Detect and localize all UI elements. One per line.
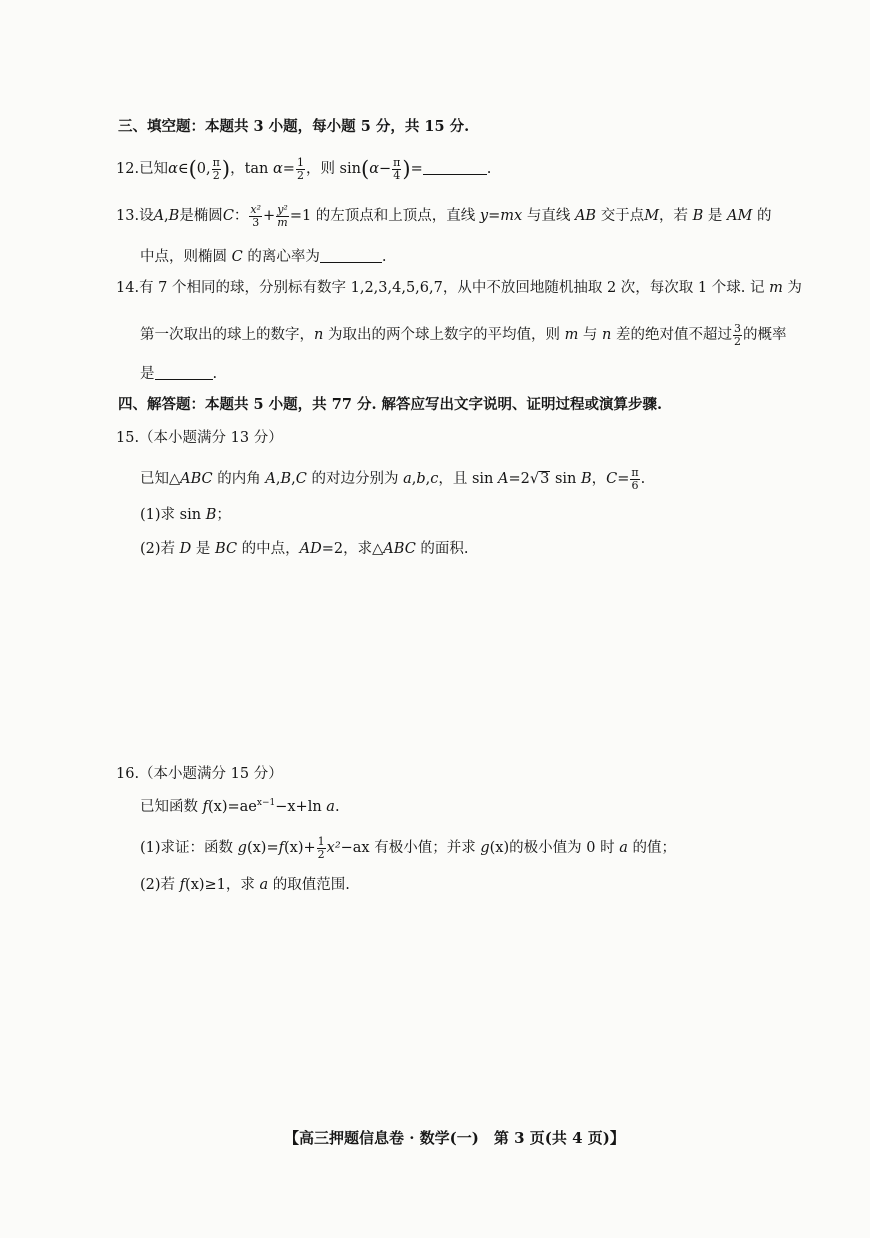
q15-B: B bbox=[280, 471, 292, 488]
q12-half-num: 1 bbox=[296, 156, 304, 169]
q15-b: b bbox=[416, 471, 426, 488]
question-15-part-1 bbox=[140, 508, 231, 523]
q13-eq: = bbox=[488, 208, 501, 225]
q13-B-2: B bbox=[692, 208, 704, 225]
q14-answer-blank[interactable] bbox=[155, 379, 213, 380]
q13-text: =1 的左顶点和上顶点，直线 bbox=[289, 208, 476, 225]
q14-m: m bbox=[769, 280, 783, 296]
q13-colon: ： bbox=[233, 208, 249, 225]
q15-B-2: B bbox=[580, 471, 592, 488]
q15-text: ，且 sin bbox=[438, 471, 494, 488]
q13-number: 13. bbox=[116, 208, 140, 225]
q15-p1-tail: ； bbox=[216, 507, 231, 523]
q12-one-half bbox=[296, 157, 305, 181]
q13-answer-blank[interactable] bbox=[320, 262, 382, 263]
q16-one: 1 bbox=[317, 835, 325, 848]
q15-ABC-2: ABC bbox=[383, 541, 416, 557]
q15-p2-text: 的面积. bbox=[420, 541, 469, 557]
q12-pi-over-2 bbox=[212, 157, 221, 181]
q14-tail: . bbox=[212, 366, 218, 382]
q16-x2: x² bbox=[326, 840, 341, 857]
q13-frac-y2-m bbox=[276, 204, 289, 228]
q16-g: g bbox=[237, 840, 247, 857]
q15-text: 已知△ bbox=[140, 471, 181, 488]
question-13-line-2 bbox=[140, 250, 386, 265]
q15-c: c bbox=[430, 471, 439, 488]
q16-p2-text: (2)若 bbox=[140, 877, 176, 893]
q13-frac-x2-3 bbox=[249, 204, 262, 228]
q12-frac-den: 2 bbox=[212, 168, 220, 182]
q12-eq: = bbox=[282, 161, 295, 178]
q12-minus: − bbox=[378, 161, 392, 178]
q16-text: 已知函数 bbox=[140, 799, 198, 815]
q14-text: 与 bbox=[582, 327, 598, 344]
q15-pi: π bbox=[631, 466, 639, 479]
q12-alpha-3: α bbox=[369, 161, 379, 178]
q15-text: 的内角 bbox=[217, 471, 261, 488]
q16-p1-text: (1)求证：函数 bbox=[140, 840, 234, 857]
q13-y2: y² bbox=[277, 203, 288, 216]
q16-p2-text: 的取值范围. bbox=[272, 877, 350, 893]
q16-p1-text: (x)+ bbox=[283, 840, 316, 857]
q14-m-2: m bbox=[564, 327, 579, 344]
question-14-line-2 bbox=[140, 323, 786, 347]
q13-A: A bbox=[153, 208, 165, 225]
q13-B: B bbox=[168, 208, 180, 225]
q15-root: 3 bbox=[540, 471, 550, 488]
q14-frac-3-2 bbox=[733, 323, 742, 347]
q15-a: a bbox=[403, 471, 412, 488]
q15-six: 6 bbox=[631, 478, 639, 492]
q15-C-2: C bbox=[606, 471, 618, 488]
q13-text: 交于点 bbox=[600, 208, 645, 225]
section-3-heading: 三、填空题：本题共 3 小题，每小题 5 分，共 15 分. bbox=[118, 118, 470, 135]
q13-y: y bbox=[479, 208, 489, 225]
right-paren-icon: ) bbox=[221, 157, 231, 182]
q16-g-2: g bbox=[480, 840, 490, 857]
question-14-line-1 bbox=[116, 281, 802, 296]
q16-one-half bbox=[317, 836, 326, 860]
q14-text: 第一次取出的球上的数字， bbox=[140, 327, 314, 344]
q13-text: 是 bbox=[707, 208, 723, 225]
q12-eq-2: = bbox=[410, 161, 423, 178]
q15-p2-text: 是 bbox=[195, 541, 211, 557]
q16-a-2: a bbox=[619, 840, 628, 857]
question-15-line-1 bbox=[140, 467, 645, 491]
q12-tan: ，tan bbox=[230, 161, 269, 178]
q15-p2-text: =2，求△ bbox=[321, 541, 384, 557]
q15-text: 的对边分别为 bbox=[311, 471, 399, 488]
q12-in: ∈ bbox=[177, 161, 189, 178]
q12-frac2-num: π bbox=[393, 156, 401, 169]
q15-comma: ， bbox=[591, 471, 607, 488]
q14-text: 有 7 个相同的球，分别标有数字 1,2,3,4,5,6,7，从中不放回地随机抽取 2 次，每次取 1 个球. 记 bbox=[139, 280, 765, 296]
q13-C: C bbox=[222, 208, 234, 225]
q15-p1-B: B bbox=[205, 507, 217, 523]
q14-three: 3 bbox=[733, 322, 741, 335]
q15-eq: = bbox=[617, 471, 630, 488]
question-15-title: 15.（本小题满分 13 分） bbox=[116, 430, 283, 446]
q13-text: 的 bbox=[756, 208, 772, 225]
q16-e: e bbox=[248, 799, 257, 815]
q13-AM: AM bbox=[727, 208, 753, 225]
q16-a: a bbox=[326, 799, 335, 815]
q13-text: 中点，则椭圆 bbox=[140, 249, 227, 265]
q13-mx: mx bbox=[500, 208, 523, 225]
q16-exponent: x−1 bbox=[256, 798, 276, 808]
q13-text: 设 bbox=[139, 208, 154, 225]
q12-then: ，则 sin bbox=[305, 161, 361, 178]
q12-frac-num: π bbox=[212, 156, 220, 169]
q12-text: 已知 bbox=[139, 161, 169, 178]
q14-n-2: n bbox=[602, 327, 612, 344]
q12-pi-over-4 bbox=[392, 157, 401, 181]
q15-C: C bbox=[295, 471, 307, 488]
q16-p1-text: 的值； bbox=[632, 840, 676, 857]
q12-alpha: α bbox=[168, 161, 178, 178]
q15-text: =2 bbox=[508, 471, 530, 488]
q14-n: n bbox=[314, 327, 324, 344]
q14-text: 是 bbox=[140, 366, 155, 382]
q12-answer-blank[interactable] bbox=[423, 174, 487, 175]
question-12 bbox=[116, 157, 491, 181]
page-footer: 【高三押题信息卷 · 数学(一) 第 3 页(共 4 页)】 bbox=[284, 1129, 625, 1147]
q15-pi-over-6 bbox=[630, 467, 639, 491]
q13-text: ，若 bbox=[659, 208, 689, 225]
q15-comma: , bbox=[411, 471, 417, 488]
q12-half-den: 2 bbox=[296, 168, 304, 182]
q15-comma: , bbox=[275, 471, 281, 488]
q15-D: D bbox=[179, 541, 192, 557]
question-16-title: 16.（本小题满分 15 分） bbox=[116, 766, 283, 782]
q15-ABC: ABC bbox=[180, 471, 213, 488]
q15-A-2: A bbox=[498, 471, 509, 488]
section-4-heading: 四、解答题：本题共 5 小题，共 77 分. 解答应写出文字说明、证明过程或演算步骤. bbox=[118, 396, 663, 413]
q15-tail: . bbox=[640, 471, 646, 488]
q12-alpha-2: α bbox=[273, 161, 283, 178]
q14-text: 为 bbox=[787, 280, 802, 296]
question-16-part-1 bbox=[140, 836, 676, 860]
q14-text: 的概率 bbox=[742, 327, 787, 344]
q12-number: 12. bbox=[116, 161, 140, 178]
q13-C-2: C bbox=[231, 249, 243, 265]
q12-zero: 0, bbox=[196, 161, 211, 178]
q14-text: 差的绝对值不超过 bbox=[615, 327, 732, 344]
sqrt-icon: √ bbox=[529, 471, 540, 488]
q12-tail: . bbox=[486, 161, 492, 178]
q16-f: f bbox=[202, 799, 208, 815]
q15-p1-text: (1)求 sin bbox=[140, 507, 202, 523]
q15-p2-text: (2)若 bbox=[140, 541, 176, 557]
question-16-line-1 bbox=[140, 800, 340, 815]
q16-f-2: f bbox=[278, 840, 284, 857]
q14-text: 为取出的两个球上数字的平均值，则 bbox=[327, 327, 560, 344]
q14-two: 2 bbox=[733, 334, 741, 348]
q15-text: sin bbox=[554, 471, 577, 488]
question-13-line-1 bbox=[116, 204, 771, 228]
question-16-part-2 bbox=[140, 878, 350, 893]
q16-a-3: a bbox=[259, 877, 269, 893]
q13-tail: . bbox=[381, 249, 387, 265]
q13-comma: , bbox=[164, 208, 169, 225]
q13-text: 的离心率为 bbox=[247, 249, 320, 265]
q12-frac2-den: 4 bbox=[393, 168, 401, 182]
q13-three: 3 bbox=[252, 215, 260, 229]
q13-AB: AB bbox=[574, 208, 597, 225]
q16-tail: . bbox=[334, 799, 340, 815]
q13-M: M bbox=[644, 208, 660, 225]
q15-BC: BC bbox=[215, 541, 238, 557]
q13-text: 是椭圆 bbox=[179, 208, 223, 225]
q13-x2: x² bbox=[250, 203, 262, 216]
q15-p2-text: 的中点， bbox=[241, 541, 300, 557]
right-paren-icon: ) bbox=[402, 157, 411, 182]
question-15-part-2 bbox=[140, 542, 469, 557]
q13-plus: + bbox=[263, 208, 276, 225]
q16-p1-text: (x)的极小值为 0 时 bbox=[489, 840, 615, 857]
q13-m: m bbox=[277, 215, 288, 229]
q16-f-3: f bbox=[179, 877, 186, 893]
q15-A: A bbox=[265, 471, 276, 488]
q16-p1-text: (x)= bbox=[246, 840, 279, 857]
left-paren-icon: ( bbox=[360, 157, 370, 182]
q15-AD: AD bbox=[299, 541, 322, 557]
q15-comma: , bbox=[425, 471, 431, 488]
left-paren-icon: ( bbox=[188, 157, 197, 182]
q16-p2-text: (x)≥1，求 bbox=[185, 877, 255, 893]
question-14-line-3 bbox=[140, 367, 217, 382]
q16-text: −x+ln bbox=[275, 799, 322, 815]
q15-comma: , bbox=[291, 471, 296, 488]
q16-text: (x)=a bbox=[207, 799, 249, 815]
q14-number: 14. bbox=[116, 280, 140, 296]
q16-two: 2 bbox=[317, 847, 325, 861]
q13-text: 与直线 bbox=[526, 208, 571, 225]
q16-p1-text: −ax 有极小值；并求 bbox=[340, 840, 476, 857]
